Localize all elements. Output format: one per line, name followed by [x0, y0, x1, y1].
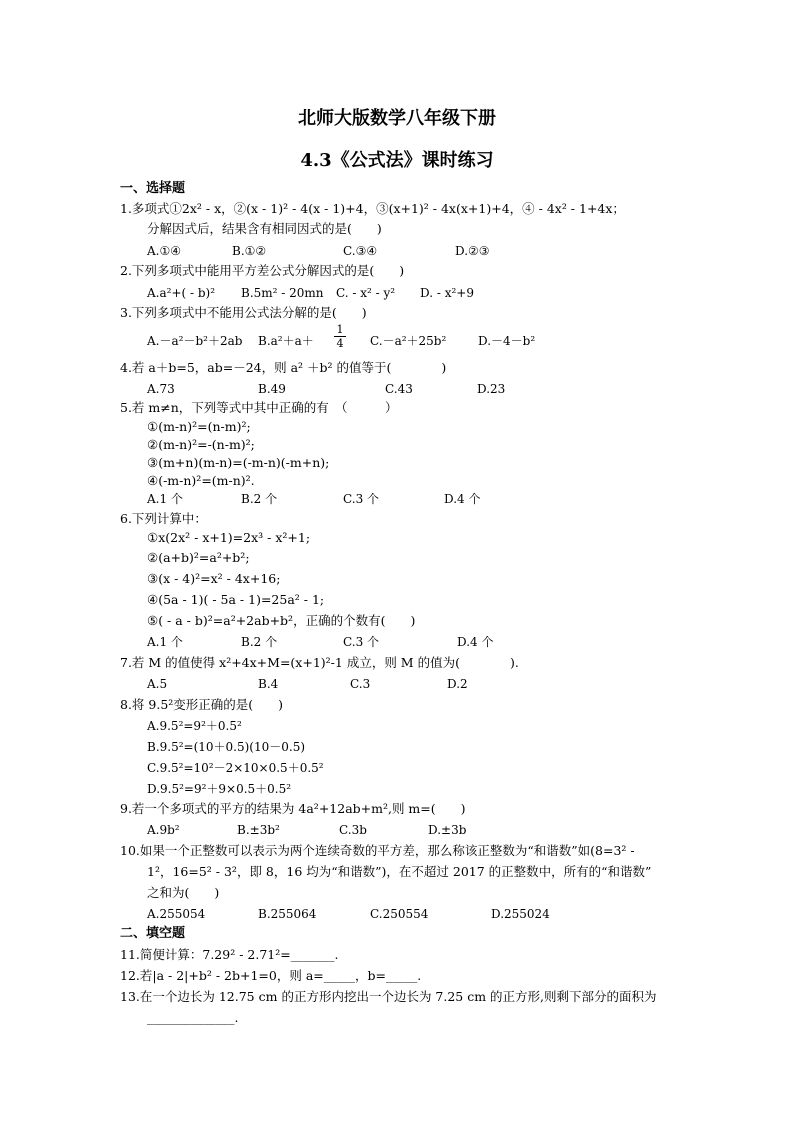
- question-6-option-a: A.1 个: [147, 635, 183, 649]
- question-5-option-c: C.3 个: [343, 492, 380, 506]
- question-9-option-a: A.9b²: [147, 823, 180, 837]
- question-6-stem: 6.下列计算中：: [120, 511, 207, 526]
- question-10-line-1: 10.如果一个正整数可以表示为两个连续奇数的平方差，那么称该正整数为“和谐数”如(8=3² -: [120, 843, 635, 858]
- question-2-option-a: A.a²+( - b)²: [147, 286, 216, 300]
- question-1-stem-cont: 分解因式后，结果含有相同因式的是( ): [147, 221, 382, 236]
- question-5-item-1: ①(m-n)²=(n-m)²;: [147, 419, 251, 434]
- question-7-option-d: D.2: [447, 677, 468, 691]
- question-8-option-b: B.9.5²=(10＋0.5)(10－0.5): [147, 740, 306, 754]
- question-9-stem: 9.若一个多项式的平方的结果为 4a²+12ab+m²,则 m=( ): [120, 801, 466, 816]
- question-4-option-d: D.23: [477, 382, 506, 396]
- question-5-item-4: ④(-m-n)²=(m-n)².: [147, 473, 255, 488]
- question-3-option-c: C.－a²＋25b²: [370, 334, 447, 348]
- question-6-item-2: ②(a+b)²=a²+b²;: [147, 550, 250, 565]
- question-1-stem: 1.多项式①2x² - x，②(x - 1)² - 4(x - 1)+4，③(x+1)² - 4x(x+1)+4，④ - 4x² - 1+4x；: [120, 201, 625, 216]
- question-6-item-4: ④(5a - 1)( - 5a - 1)=25a² - 1;: [147, 592, 325, 607]
- question-4-option-c: C.43: [385, 382, 413, 396]
- question-7-option-b: B.4: [258, 677, 279, 691]
- question-3-option-b: B.a²＋a＋: [258, 334, 314, 348]
- question-10-line-3: 之和为( ): [147, 885, 220, 900]
- fraction-numerator: 1: [336, 323, 344, 336]
- question-5-stem: 5.若 m≠n，下列等式中其中正确的有 （ ）: [120, 400, 398, 415]
- question-7-option-c: C.3: [350, 677, 371, 691]
- question-5-option-b: B.2 个: [241, 492, 278, 506]
- question-6-item-1: ①x(2x² - x+1)=2x³ - x²+1;: [147, 530, 311, 545]
- question-1-option-d: D.②③: [455, 244, 490, 258]
- question-6-item-5: ⑤( - a - b)²=a²+2ab+b²，正确的个数有( ): [147, 613, 416, 628]
- question-2-option-d: D. - x²+9: [420, 286, 474, 300]
- question-10-line-2: 1²，16=5² - 3²，即 8，16 均为“和谐数”)，在不超过 2017 的正整数中，所有的“和谐数”: [147, 864, 652, 879]
- question-8-option-a: A.9.5²=9²＋0.5²: [147, 719, 242, 733]
- question-5-item-2: ②(m-n)²=-(n-m)²;: [147, 437, 255, 452]
- question-13-line-1: 13.在一个边长为 12.75 cm 的正方形内挖出一个边长为 7.25 cm 的正方形,则剩下部分的面积为: [120, 989, 657, 1004]
- question-4-option-a: A.73: [147, 382, 175, 396]
- section-heading-fill: 二、填空题: [120, 926, 186, 941]
- question-8-option-d: D.9.5²=9²＋9×0.5＋0.5²: [147, 782, 292, 796]
- question-4-stem: 4.若 a＋b=5，ab=－24，则 a² ＋b² 的值等于( ): [120, 360, 447, 375]
- question-3-option-d: D.－4－b²: [478, 334, 536, 348]
- question-3-option-a: A.－a²－b²＋2ab: [147, 334, 243, 348]
- fraction-denominator: 4: [336, 337, 344, 350]
- question-7-stem: 7.若 M 的值使得 x²+4x+M=(x+1)²-1 成立，则 M 的值为( ).: [120, 655, 519, 670]
- question-13-line-2: ______________.: [147, 1010, 239, 1025]
- question-10-option-b: B.255064: [258, 907, 317, 921]
- question-10-option-d: D.255024: [491, 907, 550, 921]
- question-5-option-d: D.4 个: [444, 492, 481, 506]
- question-9-option-d: D.±3b: [428, 823, 467, 837]
- question-8-stem: 8.将 9.5²变形正确的是( ): [120, 697, 284, 712]
- question-3-stem: 3.下列多项式中不能用公式法分解的是( ): [120, 305, 367, 320]
- question-5-item-3: ③(m+n)(m-n)=(-m-n)(-m+n);: [147, 455, 330, 470]
- question-10-option-a: A.255054: [147, 907, 206, 921]
- question-6-option-d: D.4 个: [457, 635, 494, 649]
- question-1-option-b: B.①②: [232, 244, 267, 258]
- question-2-option-b: B.5m² - 20mn: [241, 286, 324, 300]
- question-2-stem: 2.下列多项式中能用平方差公式分解因式的是( ): [120, 263, 405, 278]
- question-9-option-b: B.±3b²: [237, 823, 280, 837]
- section-heading-choice: 一、选择题: [120, 181, 186, 196]
- question-1-option-c: C.③④: [343, 244, 378, 258]
- question-1-option-a: A.①④: [147, 244, 181, 258]
- question-9-option-c: C.3b: [339, 823, 367, 837]
- question-8-option-c: C.9.5²=10²－2×10×0.5＋0.5²: [147, 761, 324, 775]
- question-6-item-3: ③(x - 4)²=x² - 4x+16;: [147, 571, 281, 586]
- question-7-option-a: A.5: [147, 677, 168, 691]
- question-2-option-c: C. - x² - y²: [336, 286, 396, 300]
- question-6-option-b: B.2 个: [241, 635, 278, 649]
- question-5-option-a: A.1 个: [147, 492, 183, 506]
- question-3-fraction: [334, 323, 346, 350]
- question-12: 12.若|a - 2|+b² - 2b+1=0，则 a=_____，b=_____.: [120, 968, 422, 983]
- question-10-option-c: C.250554: [370, 907, 429, 921]
- question-6-option-c: C.3 个: [343, 635, 380, 649]
- question-4-option-b: B.49: [258, 382, 286, 396]
- page-title: 北师大版数学八年级下册: [298, 108, 496, 129]
- page-subtitle: 4.3《公式法》课时练习: [300, 150, 494, 171]
- question-11: 11.简便计算：7.29² - 2.71²=_______.: [120, 947, 339, 962]
